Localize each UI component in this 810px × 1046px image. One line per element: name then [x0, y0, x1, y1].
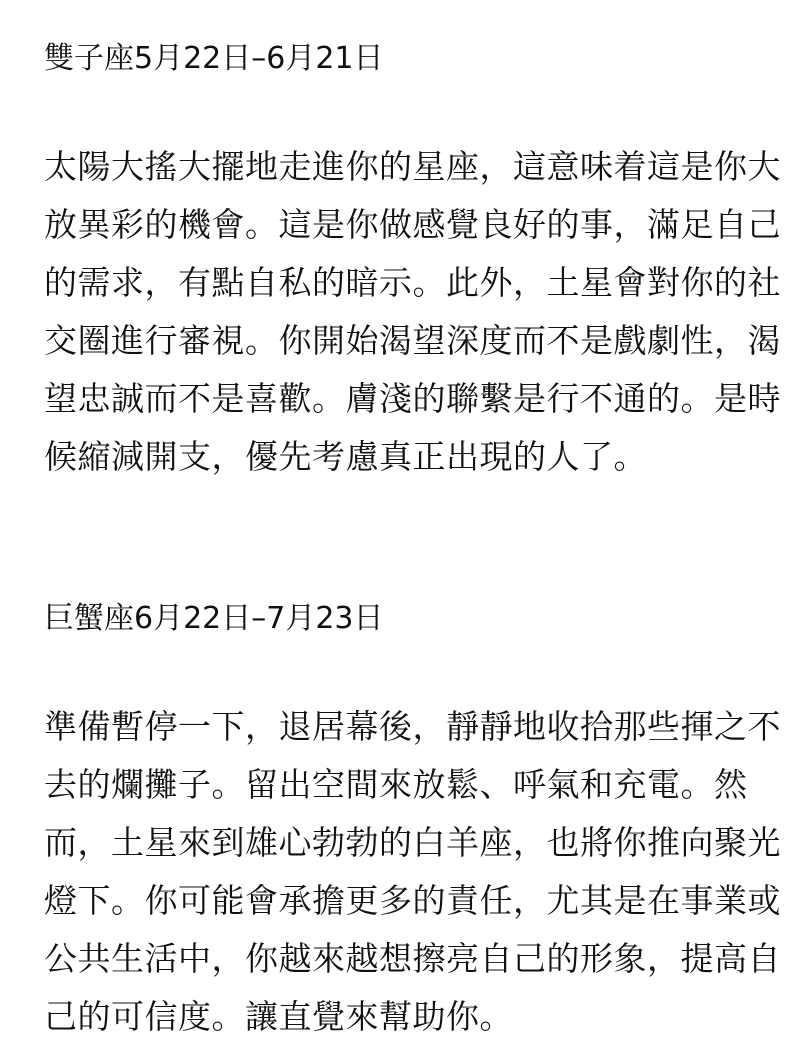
paragraph-line: 而，土星來到雄心勃勃的白羊座，也將你推向聚光: [44, 823, 781, 862]
cancer-paragraph: [44, 698, 781, 1046]
paragraph-line: 望忠誠而不是喜歡。膚淺的聯繫是行不通的。是時: [44, 379, 781, 418]
gemini-paragraph: [44, 138, 781, 486]
paragraph-line: 準備暫停一下，退居幕後，靜靜地收拾那些揮之不: [44, 707, 781, 746]
paragraph-line: 太陽大搖大擺地走進你的星座，這意味着這是你大: [44, 147, 781, 186]
paragraph-line: 去的爛攤子。留出空間來放鬆、呼氣和充電。然: [44, 765, 748, 804]
paragraph-line: 的需求，有點自私的暗示。此外，土星會對你的社: [44, 263, 781, 302]
cancer-heading: 巨蟹座6月22日–7月23日: [44, 601, 384, 636]
gemini-section: [44, 36, 781, 486]
paragraph-line: 放異彩的機會。這是你做感覺良好的事，滿足自己: [44, 205, 781, 244]
paragraph-line: 燈下。你可能會承擔更多的責任，尤其是在事業或: [44, 881, 781, 920]
gemini-heading: 雙子座5月22日–6月21日: [44, 41, 384, 76]
paragraph-line: 交圈進行審視。你開始渴望深度而不是戲劇性，渴: [44, 321, 781, 360]
paragraph-line: 公共生活中，你越來越想擦亮自己的形象，提高自: [44, 939, 781, 978]
paragraph-line: 己的可信度。讓直覺來幫助你。: [44, 997, 513, 1036]
cancer-section: [44, 596, 781, 1046]
paragraph-line: 候縮減開支，優先考慮真正出現的人了。: [44, 437, 647, 476]
